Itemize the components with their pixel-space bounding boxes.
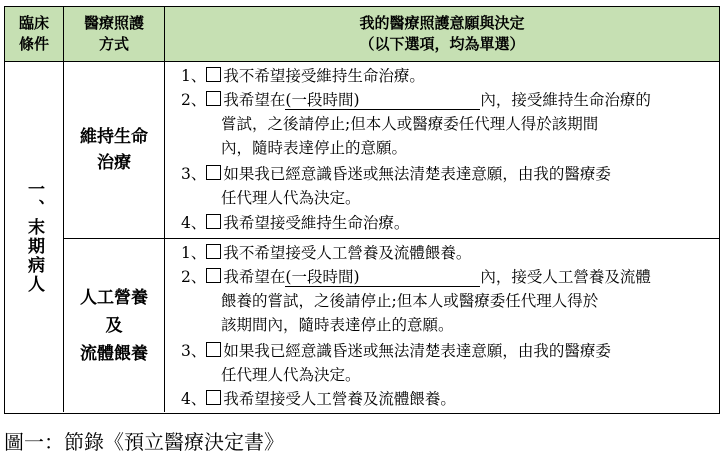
checkbox[interactable] [206, 91, 221, 106]
header-decision [165, 7, 719, 61]
option-text: 我希望接受人工營養及流體餵養。 [223, 390, 456, 408]
medical-decision-table [4, 6, 720, 414]
duration-blank-label: (一段時間) [285, 268, 360, 286]
option-nutrition-1 [181, 241, 471, 265]
checkbox[interactable] [206, 165, 221, 180]
option-text: 餵養的嘗試，之後請停止;但本人或醫療委任代理人得於 [221, 292, 599, 310]
figure-caption: 圖一：節錄《預立醫療決定書》 [4, 430, 284, 454]
option-text: 我不希望接受維持生命治療。 [223, 67, 425, 85]
option-number: 3、 [181, 165, 207, 183]
header-decision-line2: （以下選項，均為單選） [359, 35, 525, 53]
method-label-line1: 維持生命 [80, 127, 148, 147]
option-number: 1、 [181, 244, 207, 262]
method-label-line1: 人工營養 [80, 287, 148, 308]
option-number: 2、 [181, 91, 207, 109]
option-nutrition-2 [181, 265, 651, 337]
method-label-line2: 治療 [97, 153, 131, 173]
header-condition-line2: 條件 [18, 35, 49, 53]
header-condition-line1: 臨床 [18, 14, 49, 32]
duration-blank[interactable] [285, 88, 480, 112]
option-nutrition-3 [181, 339, 611, 387]
option-number: 2、 [181, 268, 207, 286]
option-text: 如果我已經意識昏迷或無法清楚表達意願，由我的醫療委 [223, 342, 611, 360]
option-life-3 [181, 162, 611, 210]
option-text: 我不希望接受人工營養及流體餵養。 [223, 244, 472, 262]
header-decision-line1: 我的醫療照護意願與決定 [359, 14, 525, 32]
option-number: 4、 [181, 214, 207, 232]
option-text: 我希望在 [223, 91, 286, 109]
option-text: 嘗試，之後請停止;但本人或醫療委任代理人得於該期間 [221, 115, 599, 133]
option-life-2 [181, 88, 651, 160]
condition-cell [5, 62, 63, 412]
header-condition [5, 7, 63, 61]
checkbox[interactable] [206, 268, 221, 283]
option-life-1 [181, 64, 425, 88]
method-label-line2: 及 [105, 315, 123, 336]
checkbox[interactable] [206, 390, 221, 405]
checkbox[interactable] [206, 342, 221, 357]
option-text: 該期間內，隨時表達停止的意願。 [221, 316, 454, 334]
method-cell-life-support [64, 62, 164, 238]
option-number: 4、 [181, 390, 207, 408]
header-care-method-line2: 方式 [98, 35, 129, 53]
option-text: 任代理人代為決定。 [221, 366, 361, 384]
duration-blank[interactable] [285, 265, 480, 289]
option-number: 1、 [181, 67, 207, 85]
checkbox[interactable] [206, 244, 221, 259]
option-text: 內，隨時表達停止的意願。 [221, 139, 408, 157]
option-life-4 [181, 211, 409, 235]
option-number: 3、 [181, 342, 207, 360]
option-text: 我希望接受維持生命治療。 [223, 214, 410, 232]
grid-vline [164, 7, 165, 412]
method-label-line3: 流體餵養 [80, 343, 148, 364]
checkbox[interactable] [206, 67, 221, 82]
method-cell-nutrition [64, 239, 164, 412]
condition-label: 一、末期病人 [24, 180, 44, 294]
header-care-method [64, 7, 164, 61]
option-text: 我希望在 [223, 268, 286, 286]
option-text: 任代理人代為決定。 [221, 189, 361, 207]
option-text: 如果我已經意識昏迷或無法清楚表達意願，由我的醫療委 [223, 165, 611, 183]
option-nutrition-4 [181, 387, 456, 411]
checkbox[interactable] [206, 214, 221, 229]
header-care-method-line1: 醫療照護 [83, 14, 144, 32]
option-text: 內，接受維持生命治療的 [480, 91, 651, 109]
duration-blank-label: (一段時間) [285, 91, 360, 109]
option-text: 內，接受人工營養及流體 [480, 268, 651, 286]
